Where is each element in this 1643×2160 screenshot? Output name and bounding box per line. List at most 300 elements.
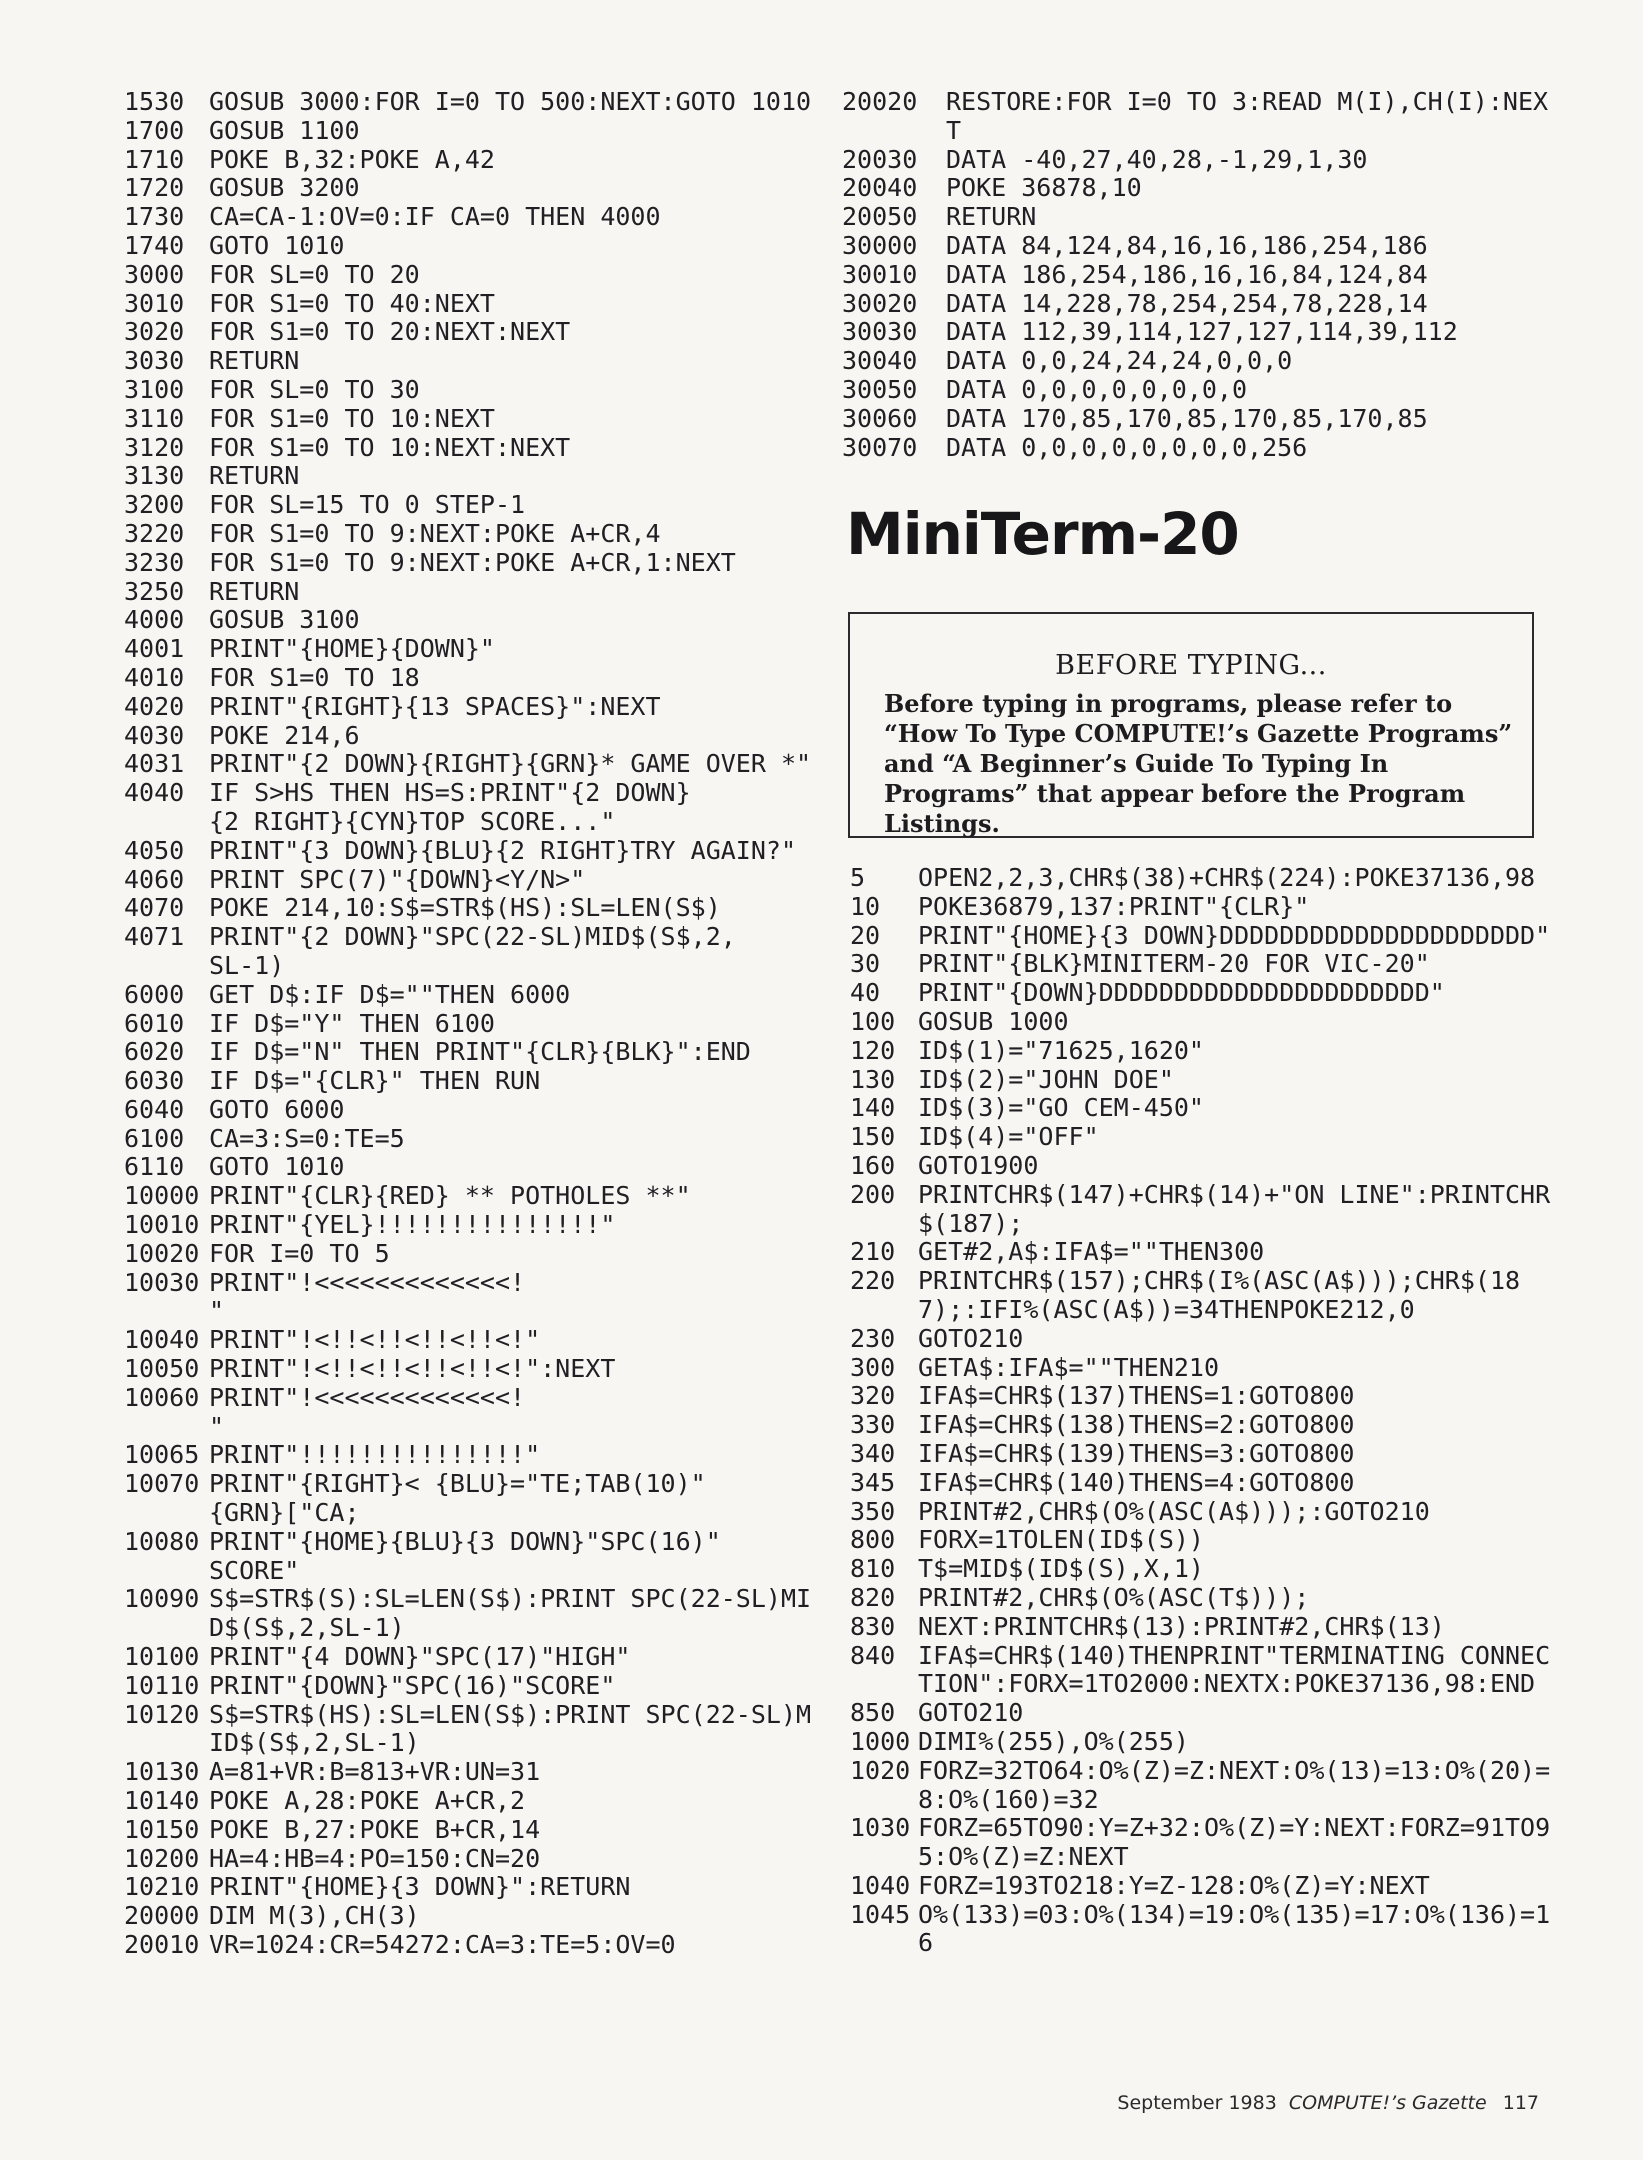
code-line bbox=[124, 1125, 824, 1154]
code-line bbox=[850, 1901, 1562, 1959]
line-number: 4030 bbox=[124, 720, 185, 750]
line-number: 30 bbox=[850, 949, 881, 979]
code-line bbox=[124, 491, 824, 520]
line-number: 1700 bbox=[124, 115, 185, 145]
code-text: PRINT"!<!!<!!<!!<!!<!" bbox=[209, 1325, 541, 1355]
code-text: FOR SL=15 TO 0 STEP-1 bbox=[209, 490, 526, 520]
line-number: 10110 bbox=[124, 1670, 200, 1700]
code-text: IF D$="N" THEN PRINT"{CLR}{BLK}":END bbox=[209, 1037, 751, 1067]
code-text: CA=CA-1:OV=0:IF CA=0 THEN 4000 bbox=[209, 202, 661, 232]
line-code bbox=[209, 520, 824, 549]
line-code bbox=[209, 722, 824, 751]
line-number: 3100 bbox=[124, 374, 185, 404]
line-number: 130 bbox=[850, 1064, 896, 1094]
line-number: 20 bbox=[850, 920, 881, 950]
code-line bbox=[850, 1267, 1562, 1325]
code-line bbox=[842, 261, 1562, 290]
code-line bbox=[124, 923, 824, 981]
footer-magazine: COMPUTE!’s Gazette bbox=[1288, 2092, 1487, 2114]
code-text: POKE 214,6 bbox=[209, 720, 360, 750]
code-line bbox=[850, 979, 1562, 1008]
line-code bbox=[209, 606, 824, 635]
notice-body: Before typing in programs, please refer to “How To Type COMPUTE!’s Gazette Programs” and “A Beginner’s Guide To Typing In Programs” that appear before the Program Listings. bbox=[884, 689, 1513, 838]
code-text: PRINT"!<<<<<<<<<<<<<! bbox=[209, 1382, 526, 1412]
code-text: RETURN bbox=[209, 346, 300, 376]
line-code bbox=[918, 1872, 1562, 1901]
code-line bbox=[124, 722, 824, 751]
code-continuation: " bbox=[209, 1411, 225, 1441]
line-number: 850 bbox=[850, 1698, 896, 1728]
line-number: 40 bbox=[850, 978, 881, 1008]
code-continuation: " bbox=[209, 1296, 225, 1326]
code-text: PRINT"{2 DOWN}{RIGHT}{GRN}* GAME OVER *" bbox=[209, 749, 812, 779]
line-code bbox=[209, 1269, 824, 1327]
code-continuation: {2 RIGHT}{CYN}TOP SCORE..." bbox=[209, 806, 616, 836]
code-text: RETURN bbox=[209, 461, 300, 491]
line-number: 4070 bbox=[124, 893, 185, 923]
code-line bbox=[124, 232, 824, 261]
line-number: 1720 bbox=[124, 173, 185, 203]
line-number: 10210 bbox=[124, 1872, 200, 1902]
code-line bbox=[124, 405, 824, 434]
line-number: 30020 bbox=[842, 288, 918, 318]
code-line bbox=[124, 146, 824, 175]
line-code bbox=[918, 1555, 1562, 1584]
page-footer bbox=[1117, 2092, 1539, 2114]
code-line bbox=[842, 347, 1562, 376]
line-number: 10040 bbox=[124, 1325, 200, 1355]
code-text: FOR S1=0 TO 10:NEXT:NEXT bbox=[209, 432, 571, 462]
code-text: DIM M(3),CH(3) bbox=[209, 1901, 420, 1931]
line-code bbox=[209, 1758, 824, 1787]
line-number: 10050 bbox=[124, 1354, 200, 1384]
code-line bbox=[124, 750, 824, 779]
code-text: POKE B,27:POKE B+CR,14 bbox=[209, 1814, 541, 1844]
code-line bbox=[850, 1152, 1562, 1181]
code-text: GOTO 6000 bbox=[209, 1094, 345, 1124]
code-line bbox=[124, 318, 824, 347]
line-number: 30070 bbox=[842, 432, 918, 462]
code-text: PRINT"{YEL}!!!!!!!!!!!!!!!" bbox=[209, 1210, 616, 1240]
line-code bbox=[209, 1902, 824, 1931]
code-text: PRINT"{DOWN}"SPC(16)"SCORE" bbox=[209, 1670, 616, 1700]
code-line bbox=[850, 864, 1562, 893]
line-number: 10150 bbox=[124, 1814, 200, 1844]
code-text: IF S>HS THEN HS=S:PRINT"{2 DOWN} bbox=[209, 778, 691, 808]
code-text: GOSUB 3200 bbox=[209, 173, 360, 203]
line-number: 230 bbox=[850, 1323, 896, 1353]
line-code bbox=[209, 923, 824, 981]
code-line bbox=[850, 1555, 1562, 1584]
line-code bbox=[918, 1066, 1562, 1095]
line-number: 1030 bbox=[850, 1813, 911, 1843]
line-number: 20000 bbox=[124, 1901, 200, 1931]
code-line bbox=[124, 376, 824, 405]
code-text: A=81+VR:B=813+VR:UN=31 bbox=[209, 1757, 541, 1787]
code-line bbox=[124, 1758, 824, 1787]
line-code bbox=[209, 1845, 824, 1874]
code-text: POKE B,32:POKE A,42 bbox=[209, 144, 495, 174]
code-text: FORX=1TOLEN(ID$(S)) bbox=[918, 1525, 1204, 1555]
line-number: 10010 bbox=[124, 1210, 200, 1240]
code-line bbox=[850, 1872, 1562, 1901]
code-text: DATA 170,85,170,85,170,85,170,85 bbox=[946, 403, 1428, 433]
line-number: 4020 bbox=[124, 691, 185, 721]
line-number: 3000 bbox=[124, 259, 185, 289]
code-text: GOTO1900 bbox=[918, 1150, 1039, 1180]
line-number: 350 bbox=[850, 1496, 896, 1526]
code-line bbox=[124, 1902, 824, 1931]
code-line bbox=[124, 1038, 824, 1067]
code-line bbox=[850, 893, 1562, 922]
code-text: IF D$="Y" THEN 6100 bbox=[209, 1008, 495, 1038]
line-code bbox=[209, 1211, 824, 1240]
line-number: 345 bbox=[850, 1467, 896, 1497]
code-line bbox=[842, 376, 1562, 405]
code-line bbox=[842, 203, 1562, 232]
line-number: 150 bbox=[850, 1122, 896, 1152]
code-line bbox=[124, 1355, 824, 1384]
line-number: 1020 bbox=[850, 1755, 911, 1785]
line-number: 340 bbox=[850, 1438, 896, 1468]
code-line bbox=[850, 1526, 1562, 1555]
line-number: 3110 bbox=[124, 403, 185, 433]
line-number: 220 bbox=[850, 1266, 896, 1296]
code-line bbox=[850, 1613, 1562, 1642]
line-code bbox=[209, 1038, 824, 1067]
line-code bbox=[918, 979, 1562, 1008]
line-code bbox=[209, 894, 824, 923]
code-line bbox=[124, 1182, 824, 1211]
code-text: DATA 14,228,78,254,254,78,228,14 bbox=[946, 288, 1428, 318]
line-number: 4071 bbox=[124, 922, 185, 952]
line-code bbox=[209, 290, 824, 319]
line-code bbox=[946, 146, 1562, 175]
code-text: PRINT"{HOME}{BLU}{3 DOWN}"SPC(16)" bbox=[209, 1526, 721, 1556]
code-line bbox=[124, 866, 824, 895]
page-number: 117 bbox=[1502, 2092, 1539, 2114]
code-continuation: SCORE" bbox=[209, 1555, 300, 1585]
line-number: 4001 bbox=[124, 634, 185, 664]
line-number: 6030 bbox=[124, 1066, 185, 1096]
code-line bbox=[842, 88, 1562, 146]
code-line bbox=[850, 1584, 1562, 1613]
line-number: 210 bbox=[850, 1237, 896, 1267]
code-line bbox=[124, 1326, 824, 1355]
code-text: DATA 0,0,24,24,24,0,0,0 bbox=[946, 346, 1293, 376]
line-code bbox=[946, 290, 1562, 319]
program-listing-left bbox=[124, 88, 824, 1960]
line-number: 800 bbox=[850, 1525, 896, 1555]
code-line bbox=[124, 174, 824, 203]
line-number: 30010 bbox=[842, 259, 918, 289]
code-text: DATA 0,0,0,0,0,0,0,0 bbox=[946, 374, 1248, 404]
line-number: 3020 bbox=[124, 317, 185, 347]
line-code bbox=[209, 1441, 824, 1470]
code-text: RETURN bbox=[209, 576, 300, 606]
line-number: 830 bbox=[850, 1611, 896, 1641]
code-text: FOR SL=0 TO 30 bbox=[209, 374, 420, 404]
code-text: GOTO210 bbox=[918, 1698, 1024, 1728]
line-code bbox=[946, 88, 1562, 146]
line-number: 3230 bbox=[124, 547, 185, 577]
code-line bbox=[850, 1123, 1562, 1152]
code-text: FOR SL=0 TO 20 bbox=[209, 259, 420, 289]
line-code bbox=[918, 950, 1562, 979]
line-code bbox=[918, 1152, 1562, 1181]
code-text: PRINT"{HOME}{DOWN}" bbox=[209, 634, 495, 664]
line-number: 4060 bbox=[124, 864, 185, 894]
code-line bbox=[850, 1382, 1562, 1411]
code-line bbox=[124, 290, 824, 319]
code-text: GETA$:IFA$=""THEN210 bbox=[918, 1352, 1220, 1382]
code-text: GOTO 1010 bbox=[209, 1152, 345, 1182]
line-number: 330 bbox=[850, 1410, 896, 1440]
line-number: 30000 bbox=[842, 230, 918, 260]
code-text: FORZ=193TO218:Y=Z-128:O%(Z)=Y:NEXT bbox=[918, 1870, 1430, 1900]
line-code bbox=[209, 779, 824, 837]
line-number: 1000 bbox=[850, 1726, 911, 1756]
code-text: PRINT"{DOWN}DDDDDDDDDDDDDDDDDDDDDD" bbox=[918, 978, 1445, 1008]
code-text: GOTO210 bbox=[918, 1323, 1024, 1353]
line-code bbox=[209, 578, 824, 607]
code-text: ID$(2)="JOHN DOE" bbox=[918, 1064, 1174, 1094]
line-code bbox=[918, 893, 1562, 922]
line-code bbox=[946, 203, 1562, 232]
code-text: IFA$=CHR$(140)THENPRINT"TERMINATING CONNECTION":FORX=1TO2000:NEXTX:POKE37136,98:END bbox=[918, 1640, 1551, 1699]
code-line bbox=[124, 88, 824, 117]
line-number: 100 bbox=[850, 1006, 896, 1036]
line-code bbox=[918, 1181, 1562, 1239]
code-line bbox=[124, 1384, 824, 1442]
line-number: 6000 bbox=[124, 979, 185, 1009]
line-code bbox=[209, 693, 824, 722]
code-line bbox=[124, 1067, 824, 1096]
code-line bbox=[124, 203, 824, 232]
line-code bbox=[918, 1037, 1562, 1066]
line-code bbox=[209, 88, 824, 117]
line-code bbox=[209, 1240, 824, 1269]
line-code bbox=[209, 1326, 824, 1355]
line-code bbox=[209, 866, 824, 895]
line-code bbox=[209, 981, 824, 1010]
code-text: PRINT"{RIGHT}< {BLU}="TE;TAB(10)" bbox=[209, 1469, 706, 1499]
line-code bbox=[918, 1498, 1562, 1527]
line-code bbox=[918, 1440, 1562, 1469]
before-typing-notice bbox=[848, 612, 1534, 838]
line-number: 4000 bbox=[124, 605, 185, 635]
code-text: S$=STR$(HS):SL=LEN(S$):PRINT SPC(22-SL)MID$(S$,2,SL-1) bbox=[209, 1699, 812, 1758]
line-code bbox=[209, 1643, 824, 1672]
line-number: 1040 bbox=[850, 1870, 911, 1900]
line-code bbox=[209, 347, 824, 376]
line-number: 10080 bbox=[124, 1526, 200, 1556]
line-code bbox=[918, 1757, 1562, 1815]
code-text: DATA 112,39,114,127,127,114,39,112 bbox=[946, 317, 1458, 347]
line-number: 4050 bbox=[124, 835, 185, 865]
code-line bbox=[850, 1354, 1562, 1383]
line-code bbox=[209, 1931, 824, 1960]
code-line bbox=[124, 779, 824, 837]
line-number: 20050 bbox=[842, 202, 918, 232]
line-number: 10000 bbox=[124, 1181, 200, 1211]
notice-heading: BEFORE TYPING... bbox=[1055, 650, 1327, 681]
code-line bbox=[124, 1240, 824, 1269]
code-text: PRINTCHR$(157);CHR$(I%(ASC(A$)));CHR$(187);:IFI%(ASC(A$))=34THENPOKE212,0 bbox=[918, 1266, 1521, 1324]
line-number: 810 bbox=[850, 1554, 896, 1584]
line-number: 820 bbox=[850, 1582, 896, 1612]
code-text: HA=4:HB=4:PO=150:CN=20 bbox=[209, 1843, 541, 1873]
code-text: PRINT"!<!!<!!<!!<!!<!":NEXT bbox=[209, 1354, 616, 1384]
line-number: 30060 bbox=[842, 403, 918, 433]
line-number: 3220 bbox=[124, 518, 185, 548]
line-code bbox=[209, 146, 824, 175]
line-number: 20020 bbox=[842, 87, 918, 116]
line-code bbox=[209, 491, 824, 520]
code-text: PRINT"{3 DOWN}{BLU}{2 RIGHT}TRY AGAIN?" bbox=[209, 835, 796, 865]
line-number: 10200 bbox=[124, 1843, 200, 1873]
code-text: FOR I=0 TO 5 bbox=[209, 1238, 390, 1268]
line-code bbox=[946, 174, 1562, 203]
line-code bbox=[946, 232, 1562, 261]
line-code bbox=[918, 1267, 1562, 1325]
code-line bbox=[850, 1469, 1562, 1498]
code-line bbox=[842, 232, 1562, 261]
code-text: RETURN bbox=[946, 202, 1037, 232]
line-code bbox=[946, 434, 1562, 463]
code-line bbox=[850, 1699, 1562, 1728]
code-text: POKE 36878,10 bbox=[946, 173, 1142, 203]
code-line bbox=[850, 1066, 1562, 1095]
line-number: 4010 bbox=[124, 662, 185, 692]
line-number: 10130 bbox=[124, 1757, 200, 1787]
line-number: 6010 bbox=[124, 1008, 185, 1038]
line-number: 1740 bbox=[124, 230, 185, 260]
line-number: 20040 bbox=[842, 173, 918, 203]
code-line bbox=[124, 117, 824, 146]
line-number: 840 bbox=[850, 1640, 896, 1670]
line-code bbox=[918, 1728, 1562, 1757]
code-continuation: {GRN}["CA; bbox=[209, 1498, 360, 1528]
line-number: 3030 bbox=[124, 346, 185, 376]
line-code bbox=[209, 1701, 824, 1759]
code-text: PRINT"{HOME}{3 DOWN}":RETURN bbox=[209, 1872, 631, 1902]
code-text: GOSUB 3100 bbox=[209, 605, 360, 635]
line-code bbox=[918, 1642, 1562, 1700]
line-code bbox=[209, 376, 824, 405]
code-line bbox=[850, 1181, 1562, 1239]
code-line bbox=[124, 1701, 824, 1759]
article-title: MiniTerm-20 bbox=[846, 500, 1239, 568]
code-line bbox=[850, 1325, 1562, 1354]
line-code bbox=[918, 1382, 1562, 1411]
program-listing-right-top bbox=[842, 88, 1562, 462]
line-code bbox=[918, 1238, 1562, 1267]
code-text: GET#2,A$:IFA$=""THEN300 bbox=[918, 1237, 1265, 1267]
line-number: 10090 bbox=[124, 1584, 200, 1614]
code-line bbox=[124, 664, 824, 693]
line-code bbox=[209, 1873, 824, 1902]
code-text: FOR S1=0 TO 18 bbox=[209, 662, 420, 692]
code-text: DATA 84,124,84,16,16,186,254,186 bbox=[946, 230, 1428, 260]
line-number: 140 bbox=[850, 1093, 896, 1123]
code-line bbox=[842, 290, 1562, 319]
line-number: 200 bbox=[850, 1179, 896, 1209]
line-number: 10120 bbox=[124, 1699, 200, 1729]
line-number: 1710 bbox=[124, 144, 185, 174]
code-text: PRINTCHR$(147)+CHR$(14)+"ON LINE":PRINTCHR$(187); bbox=[918, 1179, 1551, 1238]
line-number: 3120 bbox=[124, 432, 185, 462]
code-text: IFA$=CHR$(138)THENS=2:GOTO800 bbox=[918, 1410, 1355, 1440]
code-line bbox=[124, 693, 824, 722]
code-line bbox=[842, 434, 1562, 463]
line-code bbox=[918, 1901, 1562, 1959]
code-text: DIMI%(255),O%(255) bbox=[918, 1726, 1189, 1756]
code-line bbox=[124, 606, 824, 635]
line-code bbox=[209, 1787, 824, 1816]
line-code bbox=[946, 347, 1562, 376]
code-text: ID$(1)="71625,1620" bbox=[918, 1035, 1204, 1065]
line-number: 160 bbox=[850, 1150, 896, 1180]
line-code bbox=[209, 462, 824, 491]
line-code bbox=[209, 1816, 824, 1845]
line-number: 3200 bbox=[124, 490, 185, 520]
code-text: POKE36879,137:PRINT"{CLR}" bbox=[918, 891, 1310, 921]
line-code bbox=[918, 1094, 1562, 1123]
line-code bbox=[946, 318, 1562, 347]
line-number: 10030 bbox=[124, 1267, 200, 1297]
line-number: 10060 bbox=[124, 1382, 200, 1412]
code-text: GOSUB 3000:FOR I=0 TO 500:NEXT:GOTO 1010 bbox=[209, 87, 812, 116]
code-line bbox=[850, 950, 1562, 979]
line-code bbox=[209, 203, 824, 232]
code-line bbox=[124, 1816, 824, 1845]
code-line bbox=[124, 1211, 824, 1240]
code-line bbox=[850, 1728, 1562, 1757]
code-line bbox=[124, 1153, 824, 1182]
code-line bbox=[124, 981, 824, 1010]
code-text: O%(133)=03:O%(134)=19:O%(135)=17:O%(136)=16 bbox=[918, 1899, 1551, 1958]
line-code bbox=[918, 1613, 1562, 1642]
line-number: 4031 bbox=[124, 749, 185, 779]
line-code bbox=[209, 1096, 824, 1125]
code-line bbox=[124, 1096, 824, 1125]
code-text: PRINT"{HOME}{3 DOWN}DDDDDDDDDDDDDDDDDDDDD" bbox=[918, 920, 1551, 950]
code-line bbox=[850, 1642, 1562, 1700]
line-number: 30050 bbox=[842, 374, 918, 404]
code-line bbox=[124, 462, 824, 491]
line-number: 20030 bbox=[842, 144, 918, 174]
line-code bbox=[209, 549, 824, 578]
code-text: VR=1024:CR=54272:CA=3:TE=5:OV=0 bbox=[209, 1930, 676, 1959]
line-number: 320 bbox=[850, 1381, 896, 1411]
line-code bbox=[918, 1526, 1562, 1555]
line-code bbox=[209, 117, 824, 146]
code-text: DATA -40,27,40,28,-1,29,1,30 bbox=[946, 144, 1368, 174]
code-text: PRINT"{CLR}{RED} ** POTHOLES **" bbox=[209, 1181, 691, 1211]
code-text: FOR S1=0 TO 40:NEXT bbox=[209, 288, 495, 318]
code-text: DATA 0,0,0,0,0,0,0,0,256 bbox=[946, 432, 1308, 462]
line-code bbox=[918, 1008, 1562, 1037]
code-text: IFA$=CHR$(139)THENS=3:GOTO800 bbox=[918, 1438, 1355, 1468]
line-code bbox=[946, 261, 1562, 290]
code-text: POKE 214,10:S$=STR$(HS):SL=LEN(S$) bbox=[209, 893, 721, 923]
line-number: 6020 bbox=[124, 1037, 185, 1067]
code-line bbox=[124, 1672, 824, 1701]
code-line bbox=[124, 1441, 824, 1470]
code-text: IF D$="{CLR}" THEN RUN bbox=[209, 1066, 541, 1096]
code-text: ID$(3)="GO CEM-450" bbox=[918, 1093, 1204, 1123]
